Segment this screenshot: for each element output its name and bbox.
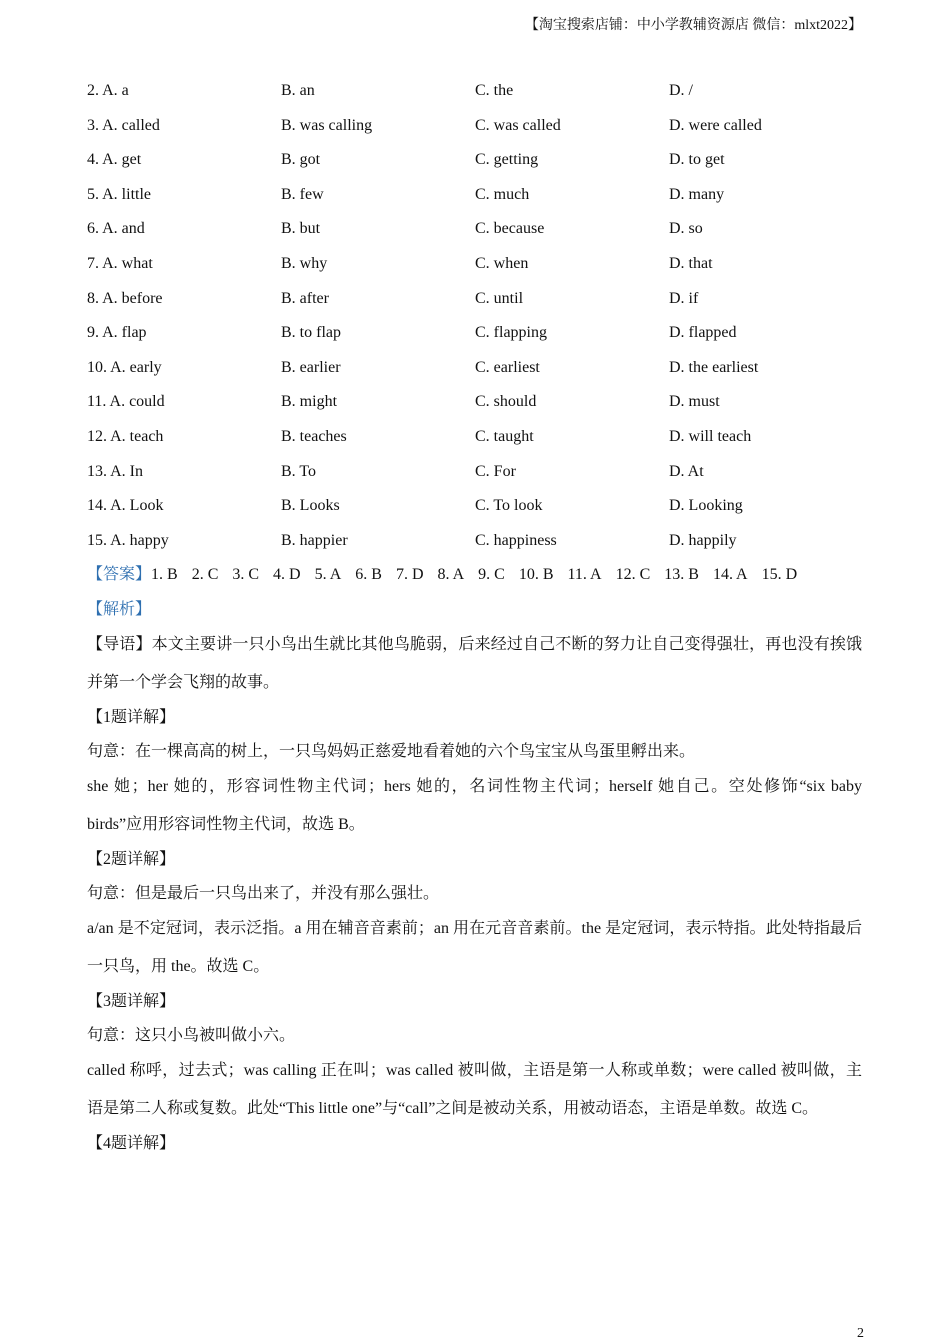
sentence-meaning: 句意：但是最后一只鸟出来了，并没有那么强壮。	[87, 885, 440, 902]
option-c: C. flapping	[475, 324, 547, 342]
option-a: 13. A. In	[87, 462, 143, 480]
answer-item: 11. A	[567, 566, 602, 583]
option-b: B. earlier	[281, 358, 341, 376]
answer-item: 15. D	[761, 566, 798, 583]
option-row	[87, 217, 887, 252]
option-c: C. much	[475, 185, 530, 203]
option-a: 7. A. what	[87, 254, 153, 272]
answer-item: 3. C	[232, 566, 260, 583]
detail-explanation: a/an 是不定冠词，表示泛指。a 用在辅音音素前；an 用在元音音素前。the 是定冠词，表示特指。此处特指最后一只鸟，用 the。故选 C。	[87, 920, 862, 975]
option-b: B. got	[281, 151, 321, 169]
option-b: B. to flap	[281, 324, 341, 342]
option-row	[87, 494, 887, 529]
option-row	[87, 114, 887, 149]
option-row	[87, 287, 887, 322]
option-row	[87, 390, 887, 425]
option-b: B. was calling	[281, 116, 373, 134]
analysis-label: 【解析】	[87, 601, 152, 618]
option-row	[87, 321, 887, 356]
answer-item: 10. B	[518, 566, 554, 583]
option-d: D. happily	[669, 531, 737, 549]
option-c: C. To look	[475, 497, 543, 515]
option-d: D. will teach	[669, 427, 752, 445]
option-b: B. why	[281, 254, 328, 272]
option-a: 3. A. called	[87, 116, 160, 134]
answer-item: 12. C	[615, 566, 651, 583]
option-d: D. were called	[669, 116, 762, 134]
option-d: D. if	[669, 289, 699, 307]
option-a: 10. A. early	[87, 358, 162, 376]
answer-item: 7. D	[395, 566, 424, 583]
option-d: D. flapped	[669, 324, 737, 342]
answer-line	[87, 563, 797, 587]
option-d: D. that	[669, 254, 713, 272]
intro-paragraph: 【导语】本文主要讲一只小鸟出生就比其他鸟脆弱，后来经过自己不断的努力让自己变得强壮，再也没有挨饿并第一个学会飞翔的故事。	[87, 636, 862, 691]
option-b: B. an	[281, 82, 315, 99]
option-c: C. taught	[475, 427, 534, 445]
detail-heading: 【2题详解】	[87, 851, 176, 868]
option-row	[87, 79, 887, 114]
option-d: D. the earliest	[669, 358, 759, 376]
option-c: C. earliest	[475, 358, 540, 376]
analysis-body	[87, 598, 862, 1156]
option-c: C. should	[475, 393, 537, 411]
detail-heading: 【3题详解】	[87, 993, 176, 1010]
option-c: C. until	[475, 289, 524, 307]
option-a: 2. A. a	[87, 82, 129, 99]
answer-item: 6. B	[355, 566, 382, 583]
option-c: C. the	[475, 82, 514, 99]
answer-item: 8. A	[437, 566, 465, 583]
option-d: D. must	[669, 393, 720, 411]
option-b: B. teaches	[281, 427, 347, 445]
answer-item: 14. A	[712, 566, 748, 583]
answer-item: 9. C	[478, 566, 505, 583]
option-d: D. to get	[669, 151, 725, 169]
detail-heading: 【4题详解】	[87, 1135, 176, 1152]
options-table	[87, 79, 887, 563]
option-row	[87, 148, 887, 183]
option-a: 4. A. get	[87, 151, 142, 169]
detail-explanation: called 称呼，过去式；was calling 正在叫；was called 被叫做，主语是第一人称或单数；were called 被叫做，主语是第二人称或复数。此处“This little one”与“call”之间是被动关系，用被动语态，主语是单数。故选 C。	[87, 1062, 862, 1117]
option-a: 9. A. flap	[87, 324, 147, 342]
option-row	[87, 183, 887, 218]
option-c: C. getting	[475, 151, 539, 169]
option-a: 14. A. Look	[87, 497, 164, 515]
option-b: B. few	[281, 185, 324, 203]
answer-label: 【答案】	[87, 566, 152, 583]
option-d: D. /	[669, 82, 693, 99]
option-b: B. Looks	[281, 497, 340, 515]
detail-explanation: she 她；her 她的，形容词性物主代词；hers 她的，名词性物主代词；herself 她自己。空处修饰“six baby birds”应用形容词性物主代词，故选 B。	[87, 778, 862, 833]
option-c: C. For	[475, 462, 516, 480]
option-a: 6. A. and	[87, 220, 145, 238]
option-b: B. but	[281, 220, 321, 238]
answer-item: 2. C	[191, 566, 219, 583]
option-b: B. To	[281, 462, 317, 480]
option-a: 11. A. could	[87, 393, 165, 411]
answer-item: 1. B	[151, 566, 178, 583]
sentence-meaning: 句意：在一棵高高的树上，一只鸟妈妈正慈爱地看着她的六个鸟宝宝从鸟蛋里孵出来。	[87, 743, 696, 760]
option-a: 12. A. teach	[87, 427, 164, 445]
option-d: D. At	[669, 462, 704, 480]
page-header: 【淘宝搜索店铺：中小学教辅资源店 微信：mlxt2022】	[524, 18, 862, 33]
option-row	[87, 252, 887, 287]
option-b: B. after	[281, 289, 329, 307]
option-a: 8. A. before	[87, 289, 163, 307]
option-b: B. might	[281, 393, 338, 411]
option-d: D. so	[669, 220, 703, 238]
option-b: B. happier	[281, 531, 348, 549]
answer-item: 5. A	[314, 566, 342, 583]
option-a: 5. A. little	[87, 185, 151, 203]
option-d: D. Looking	[669, 497, 743, 515]
option-row	[87, 529, 887, 564]
option-row	[87, 356, 887, 391]
option-c: C. was called	[475, 116, 561, 134]
sentence-meaning: 句意：这只小鸟被叫做小六。	[87, 1027, 296, 1044]
option-d: D. many	[669, 185, 725, 203]
option-a: 15. A. happy	[87, 531, 169, 549]
option-c: C. happiness	[475, 531, 557, 549]
answer-item: 4. D	[273, 566, 301, 583]
answer-item: 13. B	[664, 566, 699, 583]
option-c: C. because	[475, 220, 545, 238]
option-row	[87, 460, 887, 495]
detail-heading: 【1题详解】	[87, 709, 176, 726]
option-row	[87, 425, 887, 460]
page-number: 2	[857, 1326, 864, 1341]
option-c: C. when	[475, 254, 529, 272]
